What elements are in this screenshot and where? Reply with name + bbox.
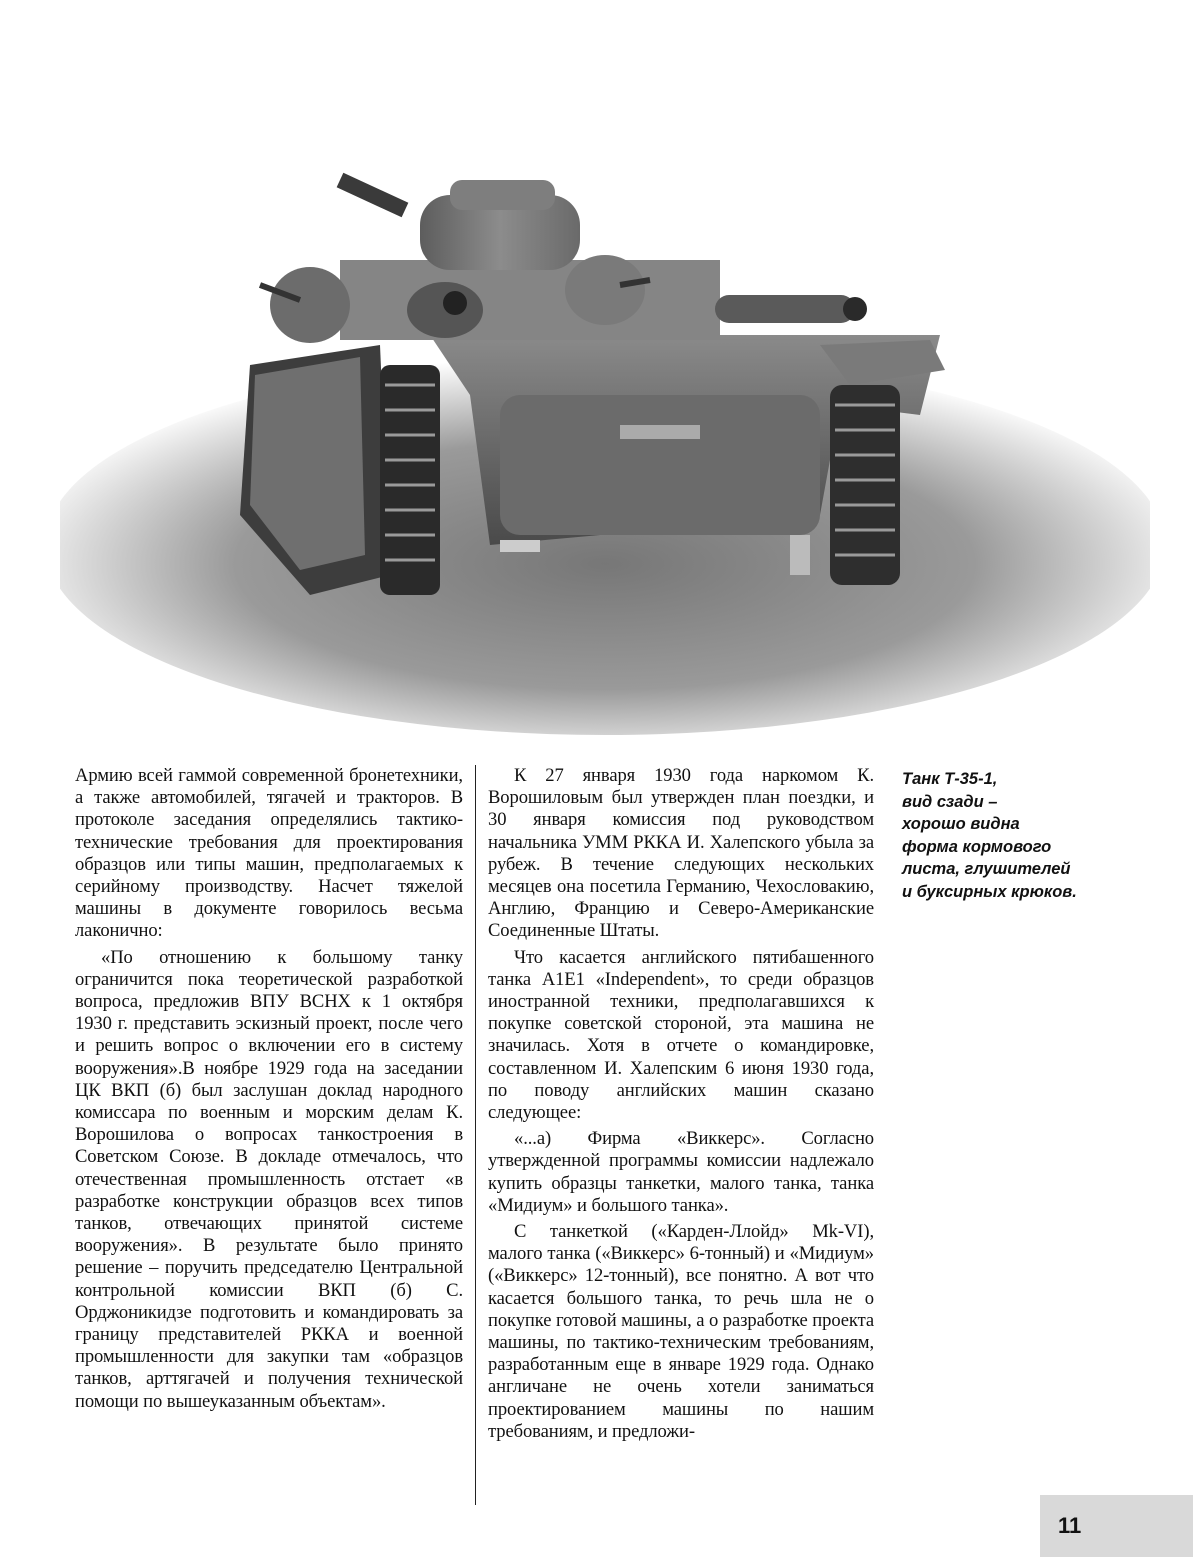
caption-line: форма кормового [902, 837, 1052, 856]
article-column-2 [488, 765, 874, 1447]
paragraph: Что касается английского пятибашенного танка А1Е1 «Independent», то среди образцов иностранной техники, предполагавшихся к покупке советской стороной, эта машина не значилась. Хотя в отчете о командировке, составленном И. Халепским 6 июня 1930 года, по поводу английских машин сказано следующее: [488, 946, 874, 1124]
page-number: 11 [1058, 1513, 1082, 1538]
caption-line: листа, глушителей [902, 860, 1071, 878]
column-divider [475, 765, 476, 1505]
paragraph: «...а) Фирма «Виккерс». Согласно утвержденной программы комиссии надлежало купить образцы танкетки, малого танка, танка «Мидиум» и большого танка». [488, 1128, 874, 1216]
paragraph: К 27 января 1930 года наркомом К. Ворошиловым был утвержден план поездки, и 30 января комиссия под руководством начальника УММ РККА И. Халепского убыла за рубеж. В течение следующих нескольких месяцев она посетила Германию, Чехословакию, Англию, Францию и Северо-Американские Соединенные Штаты. [488, 765, 874, 942]
tank-illustration [60, 95, 1150, 745]
caption-line: и буксирных крюков. [902, 882, 1077, 901]
paragraph: С танкеткой («Карден-Ллойд» Mk-VI), малого танка («Виккерс» 6-тонный) и «Мидиум» («Виккерс» 12-тонный), все понятно. А вот что касается большого танка, то речь шла не о покупке готовой машины, а о разработке проекта машины, по тактико-техническим требованиям, разработанным еще в январе 1929 года. Однако англичане не очень хотели заниматься проектированием машины по нашим требованиям, и предложи- [488, 1221, 874, 1442]
page-number-tab [1040, 1495, 1193, 1557]
caption-line: вид сзади – [902, 792, 998, 811]
tank-photo [60, 95, 1150, 745]
paragraph: «По отношению к большому танку ограничится пока теоретической разработкой вопроса, предложив ВПУ ВСНХ к 1 октября 1930 г. представить эскизный проект, после чего и решить вопрос о включении его в систему вооружения».В ноябре 1929 года на заседании ЦК ВКП (б) был заслушан доклад народного комиссара по военным и морским делам К. Ворошилова о вопросах танкостроения в Советском Союзе. В докладе отмечалось, что отечественная промышленность отстает «в разработке конструкции образцов всех типов танков, отвечающих принятой системе вооружения». В результате было принято решение – поручить председателю Центральной контрольной комиссии ВКП (б) С. Орджоникидзе подготовить и командировать за границу представителей РККА и военной промышленности для закупки там «образцов танков, арттягачей и получения технической помощи по вышеуказанным объектам». [75, 946, 463, 1412]
photo-caption [902, 768, 1112, 903]
caption-line: Танк Т-35-1, [902, 770, 998, 788]
paragraph: Армию всей гаммой современной бронетехники, а также автомобилей, тягачей и тракторов. В протоколе заседания определялись тактико-технические требования для проектирования образцов или типы машин, предполагаемых к серийному производству. Насчет тяжелой машины в документе говорилось весьма лаконично: [75, 765, 463, 942]
caption-line: хорошо видна [902, 815, 1020, 833]
article-column-1 [75, 765, 463, 1417]
